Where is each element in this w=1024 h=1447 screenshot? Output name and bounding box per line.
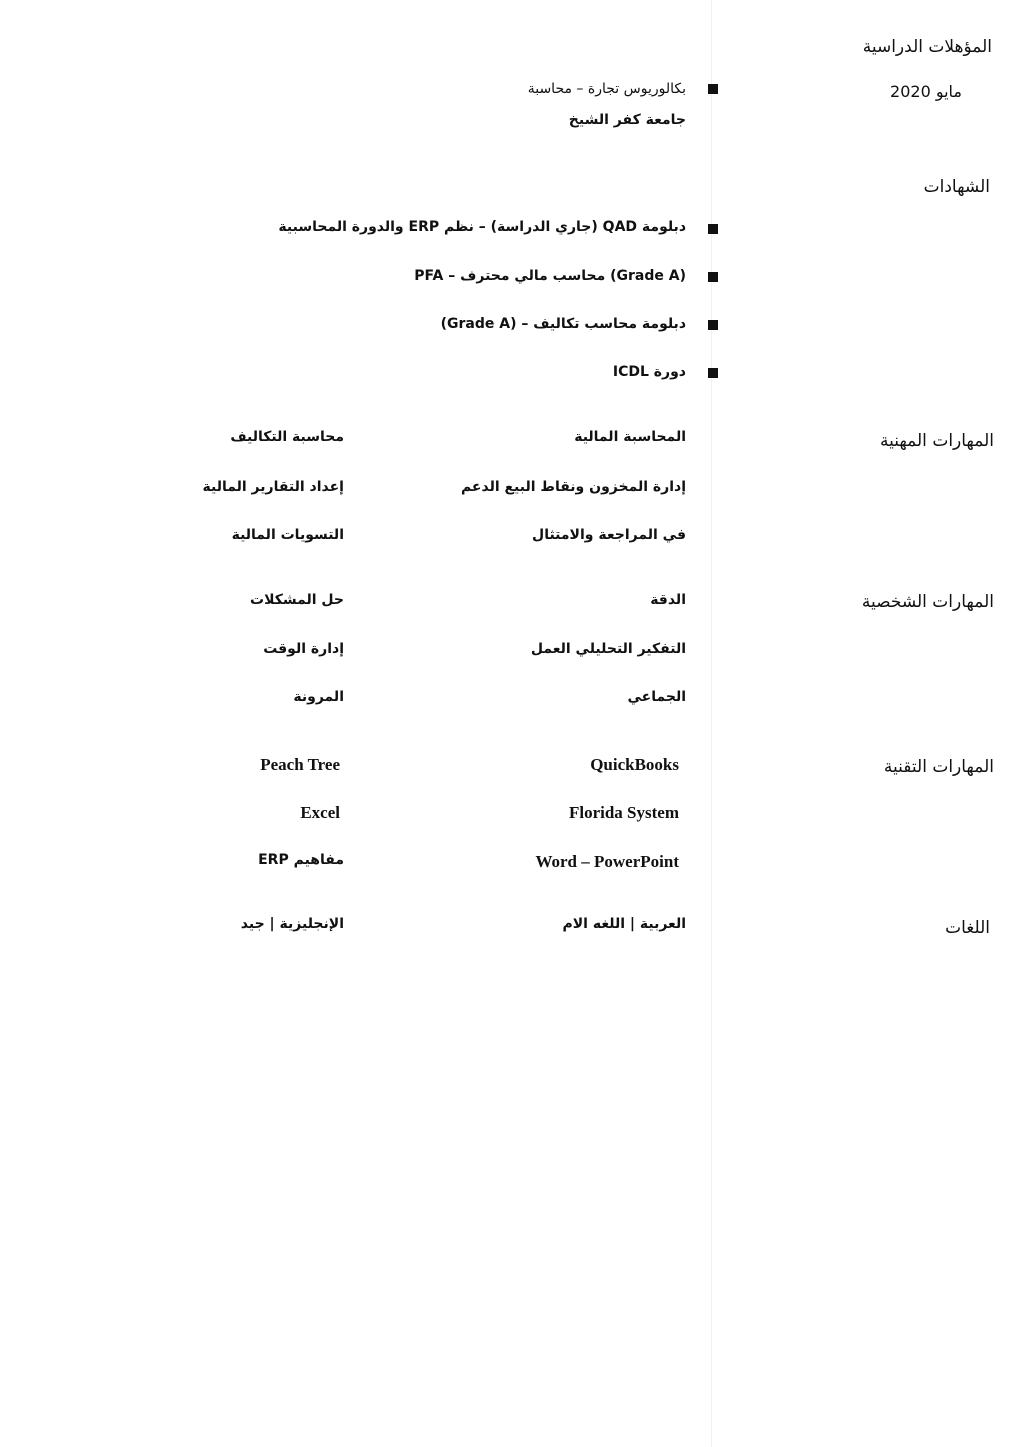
certificate-item <box>613 364 686 380</box>
skill-item: محاسبة التكاليف <box>230 429 344 445</box>
technical-skills-heading: المهارات التقنية <box>883 757 994 777</box>
certificate-item-text: دبلومة محاسب تكاليف – (Grade A) <box>440 316 686 332</box>
skill-item: المرونة <box>293 689 344 705</box>
certificate-item-text: PFA – محاسب مالي محترف (Grade A) <box>414 268 686 284</box>
education-university: جامعة كفر الشيخ <box>568 112 686 128</box>
certificate-item-text: دبلومة QAD (جاري الدراسة) – نظم ERP والدورة المحاسبية <box>278 219 686 235</box>
language-item: العربية | اللغه الام <box>562 916 686 932</box>
skill-item: Excel <box>300 803 340 822</box>
certificate-item-text: دورة ICDL <box>612 364 686 380</box>
certificates-heading: الشهادات <box>923 177 990 197</box>
skill-item: Word – PowerPoint <box>535 852 679 871</box>
column-divider <box>711 0 712 1447</box>
skill-item: إعداد التقارير المالية <box>202 479 344 495</box>
skill-item: الجماعي <box>627 689 686 705</box>
skill-item: الدقة <box>650 592 686 608</box>
skill-item: في المراجعة والامتثال <box>532 527 686 543</box>
language-item: الإنجليزية | جيد <box>240 916 344 932</box>
skill-item: حل المشكلات <box>250 592 344 608</box>
bullet-icon <box>708 320 718 330</box>
education-degree: بكالوريوس تجارة – محاسبة <box>527 81 686 97</box>
personal-skills-heading: المهارات الشخصية <box>861 592 994 612</box>
certificate-item <box>441 316 686 332</box>
skill-item: Peach Tree <box>260 755 340 774</box>
languages-heading: اللغات <box>945 918 990 938</box>
education-heading: المؤهلات الدراسية <box>862 37 992 57</box>
professional-skills-heading: المهارات المهنية <box>879 431 994 451</box>
certificate-item <box>414 268 686 284</box>
education-date: مايو 2020 <box>890 82 962 101</box>
skill-item: المحاسبة المالية <box>574 429 686 445</box>
skill-item: Florida System <box>568 803 679 822</box>
certificate-item <box>278 219 686 235</box>
bullet-icon <box>708 368 718 378</box>
bullet-icon <box>708 272 718 282</box>
skill-item: التسويات المالية <box>231 527 344 543</box>
bullet-icon <box>708 224 718 234</box>
skill-item: مفاهيم ERP <box>258 852 344 868</box>
skill-item: إدارة الوقت <box>263 641 344 657</box>
skill-item: QuickBooks <box>590 755 679 774</box>
skill-item: إدارة المخزون ونقاط البيع الدعم <box>460 479 686 495</box>
skill-item: التفكير التحليلي العمل <box>530 641 686 657</box>
bullet-icon <box>708 84 718 94</box>
